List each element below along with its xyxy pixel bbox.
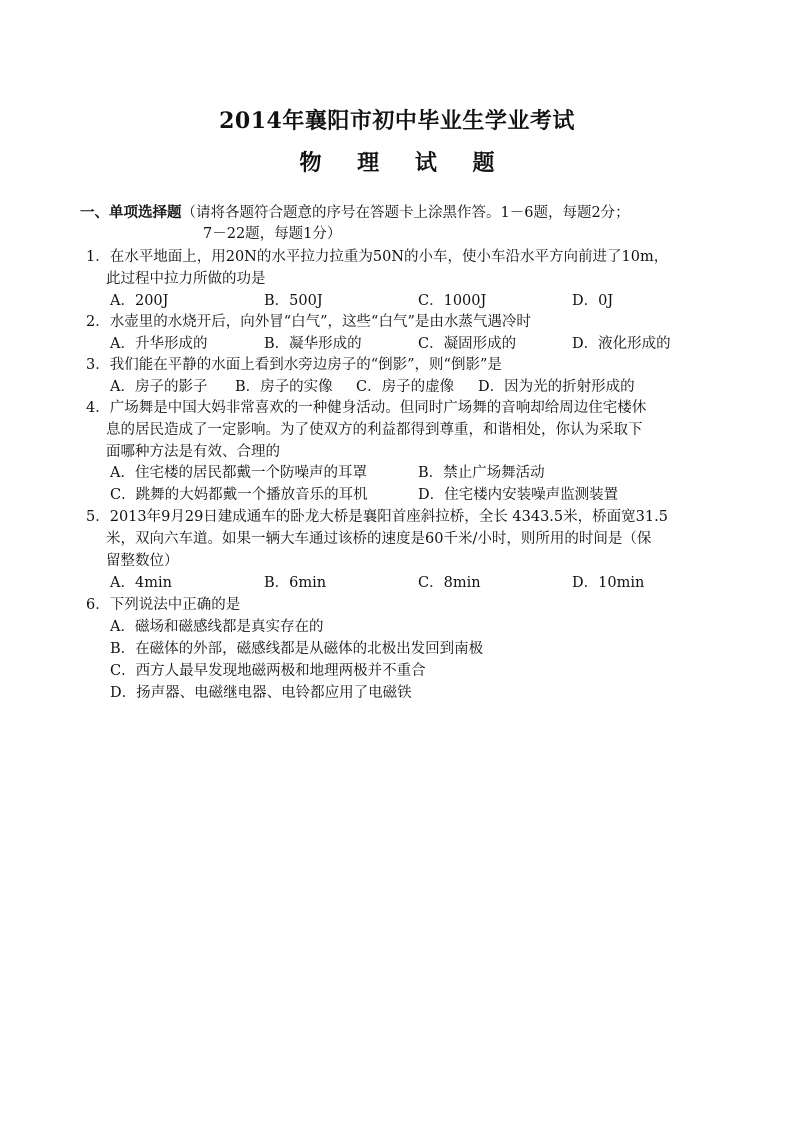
question-6-option-b: B．在磁体的外部，磁感线都是从磁体的北极出发回到南极	[110, 641, 484, 657]
question-3-option-a: A．房子的影子	[110, 379, 208, 395]
question-6-option-a: A．磁场和磁感线都是真实存在的	[110, 619, 324, 635]
question-4-option-b: B．禁止广场舞活动	[418, 465, 545, 481]
question-4-stem-line-3: 面哪种方法是有效、合理的	[106, 444, 280, 460]
question-3-stem-line-1: 3．我们能在平静的水面上看到水旁边房子的“倒影”，则“倒影”是	[86, 357, 502, 373]
question-5-option-d: D．10min	[572, 575, 645, 591]
question-1-option-b: B．500J	[264, 293, 323, 309]
question-2-option-c: C．凝固形成的	[418, 336, 517, 352]
question-1-option-a: A．200J	[110, 293, 169, 309]
question-1-stem-line-2: 此过程中拉力所做的功是	[106, 271, 266, 287]
question-3-option-c: C．房子的虚像	[356, 379, 455, 395]
section-header	[80, 204, 630, 222]
question-4-option-d: D．住宅楼内安装噪声监测装置	[418, 487, 619, 503]
question-5-stem-line-2: 米，双向六车道。如果一辆大车通过该桥的速度是60千米/小时，则所用的时间是（保	[106, 531, 652, 547]
question-4-option-c: C．跳舞的大妈都戴一个播放音乐的耳机	[110, 487, 368, 503]
question-5-option-b: B．6min	[264, 575, 327, 591]
question-6-stem-line-1: 6．下列说法中正确的是	[86, 597, 241, 613]
question-2-stem-line-1: 2．水壶里的水烧开后，向外冒“白气”，这些“白气”是由水蒸气遇冷时	[86, 314, 531, 330]
section-instruction-cont: 7－22题，每题1分）	[203, 226, 342, 242]
question-3-option-b: B．房子的实像	[235, 379, 333, 395]
question-4-option-a: A．住宅楼的居民都戴一个防噪声的耳罩	[110, 465, 367, 481]
question-4-stem-line-1: 4．广场舞是中国大妈非常喜欢的一种健身活动。但同时广场舞的音响却给周边住宅楼休	[86, 400, 647, 416]
question-5-option-a: A．4min	[110, 575, 172, 591]
question-5-option-c: C．8min	[418, 575, 481, 591]
subject-title: 物 理 试 题	[299, 150, 509, 176]
question-1-stem-line-1: 1．在水平地面上，用20N的水平拉力拉重为50N的小车，使小车沿水平方向前进了10m，	[86, 249, 669, 265]
question-5-stem-line-1: 5．2013年9月29日建成通车的卧龙大桥是襄阳首座斜拉桥，全长 4343.5米，桥面宽31.5	[86, 509, 668, 525]
section-label: 一、单项选择题	[80, 204, 182, 221]
question-4-stem-line-2: 息的居民造成了一定影响。为了使双方的利益都得到尊重，和谐相处，你认为采取下	[106, 422, 643, 438]
question-1-option-d: D．0J	[572, 293, 614, 309]
exam-title: 2014年襄阳市初中毕业生学业考试	[219, 108, 575, 134]
question-6-option-d: D．扬声器、电磁继电器、电铃都应用了电磁铁	[110, 685, 412, 701]
question-2-option-d: D．液化形成的	[572, 336, 671, 352]
question-5-stem-line-3: 留整数位）	[106, 553, 179, 569]
question-2-option-b: B．凝华形成的	[264, 336, 362, 352]
question-1-option-c: C．1000J	[418, 293, 487, 309]
question-2-option-a: A．升华形成的	[110, 336, 208, 352]
question-3-option-d: D．因为光的折射形成的	[478, 379, 635, 395]
question-6-option-c: C．西方人最早发现地磁两极和地理两极并不重合	[110, 663, 426, 679]
section-instruction: （请将各题符合题意的序号在答题卡上涂黑作答。1－6题，每题2分；	[181, 205, 630, 221]
